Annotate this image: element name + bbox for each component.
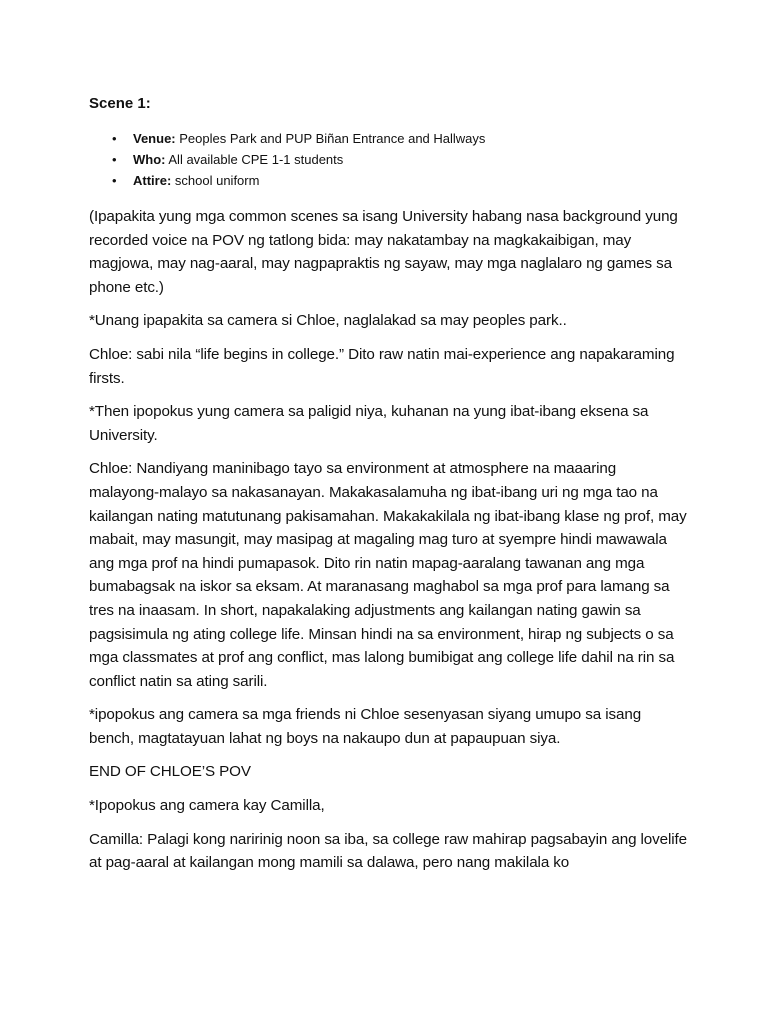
scene-details-list (89, 128, 689, 191)
detail-label: Who: (133, 152, 166, 167)
detail-label: Attire: (133, 173, 172, 188)
document-body (89, 94, 689, 885)
detail-value: All available CPE 1-1 students (168, 152, 344, 167)
paragraph-dialogue: Chloe: Nandiyang maninibago tayo sa environment at atmosphere na maaaring malayong-malayo sa nakasanayan. Makakasalamuha ng ibat-ibang uri ng mga tao na kailangan nating matutunang pakisamahan. Makakakilala ng ibat-ibang klase ng prof, may mabait, may masungit, may masipag at magaling mag turo at syempre hindi mawawala ang mga prof na hindi pumapasok. Dito rin natin mapag-aaralang tawanan ang mga bumabagsak na iskor sa eksam. At maranasang maghabol sa mga prof para lamang sa tres na inaasam. In short, napakalaking adjustments ang kailangan nating gawin sa pagsisimula ng ating college life. Minsan hindi na sa environment, hirap ng subjects o sa mga classmates at prof ang conflict, mas lalong bumibigat ang college life dahil na rin sa conflict natin sa ating sarili. (89, 460, 687, 690)
paragraph-stage-direction: *Then ipopokus yung camera sa paligid niya, kuhanan na yung ibat-ibang eksena sa University. (89, 403, 649, 444)
detail-label: Venue: (133, 131, 176, 146)
scene-heading: Scene 1: (89, 95, 151, 112)
paragraph-dialogue: Camilla: Palagi kong naririnig noon sa iba, sa college raw mahirap pagsabayin ang lovelife at pag-aaral at kailangan mong mamili sa dalawa, pero nang makilala ko (89, 830, 688, 872)
detail-value: school uniform (174, 173, 260, 188)
paragraph-stage-direction: *ipopokus ang camera sa mga friends ni Chloe sesenyasan siyang umupo sa isang bench, magtatayuan lahat ng boys na nakaupo dun at papaupuan siya. (89, 706, 642, 747)
bullet-icon: • (112, 152, 117, 167)
bullet-icon: • (112, 131, 117, 146)
paragraph-pov-end: END OF CHLOE’S POV (89, 763, 251, 781)
paragraph-stage-direction: *Ipopokus ang camera kay Camilla, (89, 797, 325, 815)
detail-attire (112, 170, 689, 191)
paragraph-intro-direction: (Ipapakita yung mga common scenes sa isang University habang nasa background yung recorded voice na POV ng tatlong bida: may nakatambay na magkakaibigan, may magjowa, may nag-aaral, may nagpapraktis ng sayaw, may mga naglalaro ng games sa phone etc.) (89, 208, 678, 296)
detail-venue (112, 128, 689, 149)
paragraph-stage-direction: *Unang ipapakita sa camera si Chloe, naglalakad sa may peoples park.. (89, 312, 567, 330)
detail-who (112, 149, 689, 170)
detail-value: Peoples Park and PUP Biñan Entrance and Hallways (179, 131, 486, 146)
paragraph-dialogue: Chloe: sabi nila “life begins in college.” Dito raw natin mai-experience ang napakaraming firsts. (89, 345, 675, 387)
bullet-icon: • (112, 173, 117, 188)
